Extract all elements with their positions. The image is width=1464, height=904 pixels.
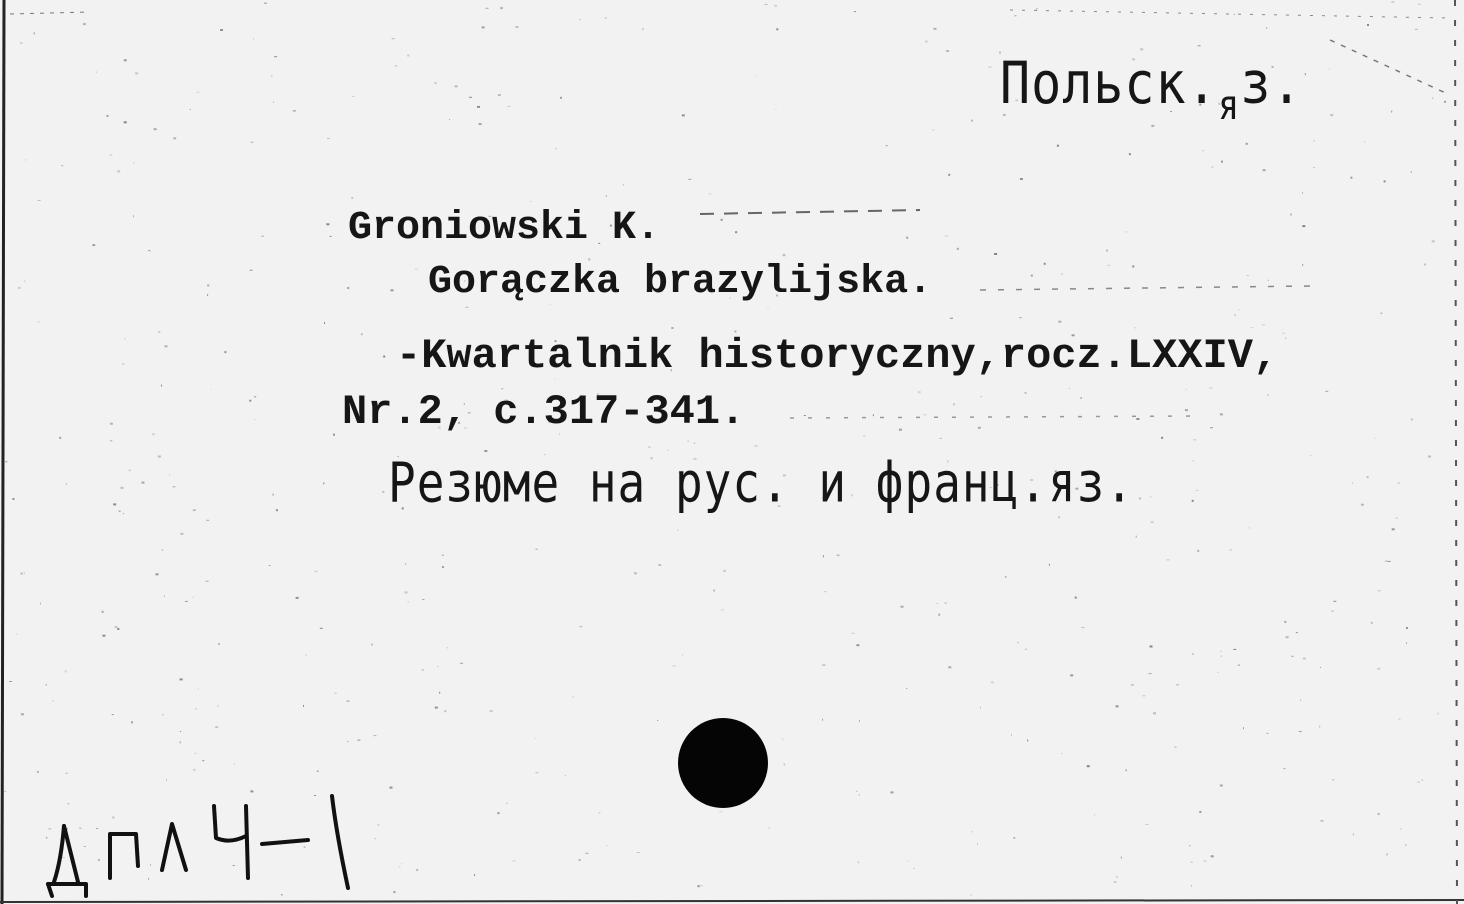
summary-languages-note: Резюме на рус. и франц.яз. bbox=[388, 450, 1135, 515]
source-citation-line-2: Nr.2, c.317-341. bbox=[342, 388, 746, 436]
work-title: Gorączka brazylijska. bbox=[428, 260, 933, 305]
language-header-end: з. bbox=[1240, 50, 1303, 117]
punch-hole bbox=[678, 718, 768, 808]
shelf-mark-text bbox=[46, 808, 274, 878]
language-header bbox=[1000, 50, 1303, 130]
source-citation-line-1: -Kwartalnik historyczny,rocz.LXXIV, bbox=[396, 332, 1279, 380]
author-name: Groniowski K. bbox=[348, 206, 661, 251]
language-header-subscript: я bbox=[1217, 82, 1241, 130]
language-header-main: Польск. bbox=[1000, 50, 1218, 117]
